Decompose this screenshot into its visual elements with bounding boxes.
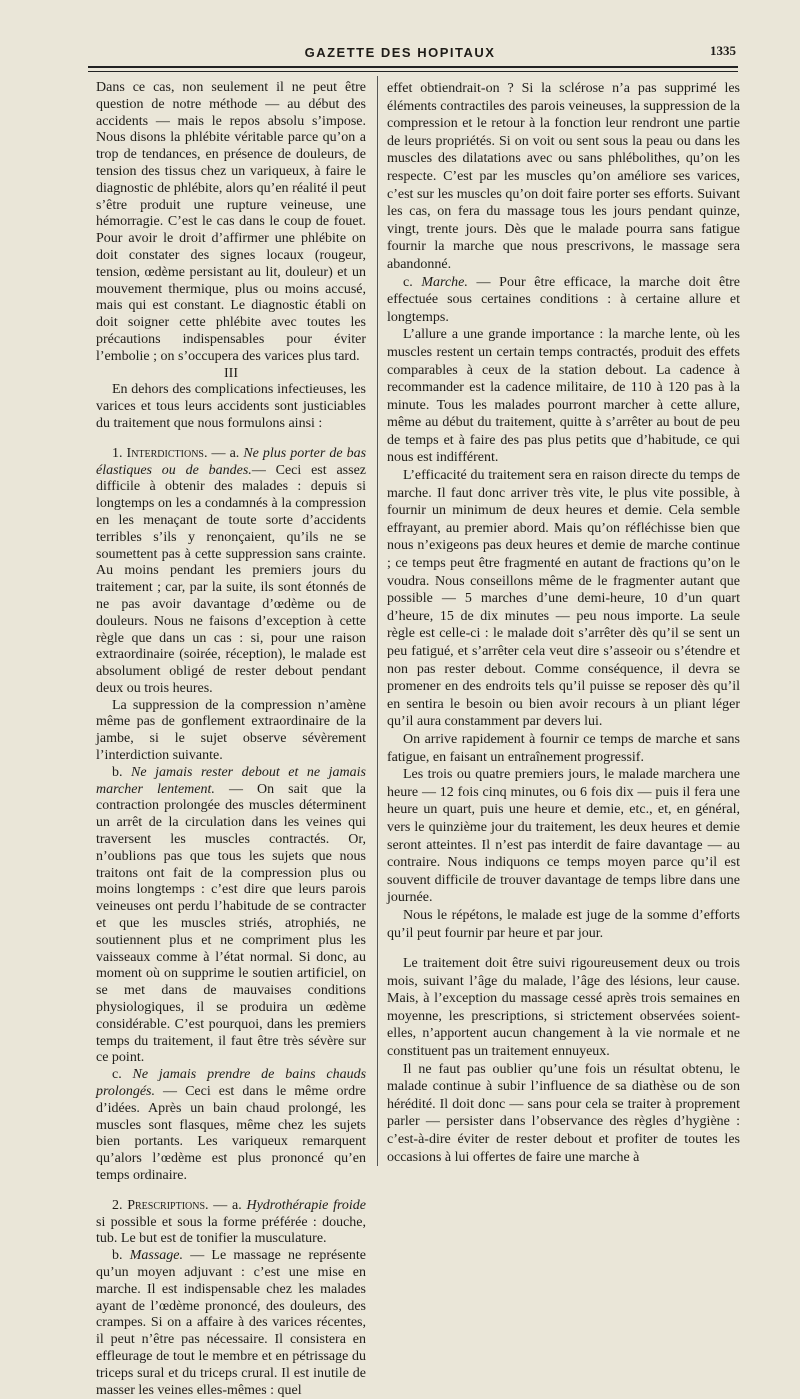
item-title: Hydrothérapie froide xyxy=(246,1197,367,1213)
paragraph: En dehors des complications infectieuses, les varices et tous leurs accidents sont justiciables du traitement que nous formulons ainsi : xyxy=(96,382,366,431)
paragraph: L’allure a une grande importance : la marche lente, où les muscles restent un certain temps contractés, produit des effets comparables à ceux de la station debout. La cadence à recommander est la cadence militaire, de 110 à 120 pas à la minute. Tous les malades pourront marcher à cette allure, même au début du traitement, quitte à s’arrêter au bout de peu de temps et à faire des pas plus petits que d’habitude, ce qui nous est indifférent. xyxy=(387,327,740,466)
paragraph: effet obtiendrait-on ? Si la sclérose n’a pas supprimé les éléments contractiles des parois veineuses, la suppression de la compression et le retour à la fonction leur rendront une partie de leurs propriétés. Si on voit ou sent sous la peau ou dans les muscles des dilatations avec ou sans phlébolithes, qu’on les respecte. C’est par les muscles qu’on améliore ses varices, c’est sur les muscles qu’on doit faire porter ses efforts. Suivant les cas, on fera du massage tous les jours pendant quinze, vingt, trente jours. Dès que le malade pourra sans fatigue fournir la marche que nous prescrivons, le massage sera abandonné. xyxy=(387,81,740,272)
paragraph: Dans ce cas, non seulement il ne peut être question de notre méthode — au début des accidents — mais le repos absolu s’impose. Nous disons la phlébite véritable parce qu’on a trop de tendances, en présence de douleurs, de tension des tissus chez un variqueux, à faire le diagnostic de phlébite, alors qu’en réalité il peut s’être produit une rupture veineuse, une hémorragie. C’est le cas dans le coup de fouet. Pour avoir le droit d’affirmer une phlébite on doit constater des signes locaux (rougeur, tension, œdème persistant au lit, douleur) et un mouvement thermique, plus ou moins accusé, mais qui est constant. Le diagnostic établi on doit soigner cette phlébite avec toutes les précautions indispensables pour éviter l’embolie ; on s’occupera des varices plus tard. xyxy=(96,80,366,364)
subsection-label: 1. Interdictions. xyxy=(112,445,208,461)
section-heading: III xyxy=(224,365,238,381)
paragraph-prescriptions xyxy=(96,1198,366,1248)
item-text: — Pour être efficace, la marche doit être effectuée sous certaines conditions : à certaine allure et longtemps. xyxy=(387,274,741,325)
item-title: Ne jamais rester debout et ne jamais marcher lentement. xyxy=(96,764,366,797)
item-marker: b. xyxy=(112,764,123,780)
paragraph: La suppression de la compression n’amène même pas de gonflement extraordinaire de la jambe, si le sujet observe sévèrement l’interdiction suivante. xyxy=(96,697,366,764)
header-rule-thin xyxy=(88,71,738,72)
paragraph: Le traitement doit être suivi rigoureusement deux ou trois mois, suivant l’âge du malade, l’âge des lésions, leur cause. Mais, à l’exception du massage cessé après trois semaines en moyenne, les prescriptions, si strictement observées soient-elles, n’apportent aucun changement à la vie normale et ne constituent pas un traitement ennuyeux. xyxy=(387,956,740,1060)
column-divider xyxy=(377,76,378,1166)
item-title: Marche. xyxy=(421,274,468,290)
header-rule-thick xyxy=(88,66,738,68)
left-column xyxy=(96,80,366,1399)
item-text: — Ceci est dans le même ordre d’idées. Après un bain chaud prolongé, les muscles sont flasques, même chez les sujets bien portants. Les variqueux remarquent qu’alors l’œdème est plus prononcé qu’en temps ordinaire. xyxy=(96,1084,367,1183)
paragraph-interdictions xyxy=(96,446,366,698)
right-column xyxy=(387,80,740,1166)
item-text: — Le massage ne représente qu’un moyen adjuvant : c’est une mise en marche. Il est indispensable chez les malades ayant de l’œdème prononcé, des douleurs, des crampes. Si on a affaire à des varices récentes, il peut n’être pas nécessaire. Il consistera en effleurage de tout le membre et en pétrissage du triceps sural et du triceps crural. Il est inutile de masser les veines elles-mêmes : quel xyxy=(96,1248,366,1398)
item-title: Ne plus porter de bas élastiques ou de bandes. xyxy=(96,445,367,478)
item-text: si possible et sous la forme préférée : douche, tub. Le but est de tonifier la musculature. xyxy=(96,1214,366,1247)
subsection-label: 2. Prescriptions. xyxy=(112,1197,209,1213)
item-marker: — a. xyxy=(211,445,240,461)
item-text: — Ceci est assez difficile à obtenir des malades : depuis si longtemps on les a condamnés à la compression en les menaçant de toute sorte d’accidents terribles s’ils y renonçaient, qu’ils ne se soumettent pas à cette suppression sans crainte. Au moins pendant les premiers jours du traitement ; car, par la suite, ils sont étonnés de ne pas avoir davantage d’œdème ou de douleurs. Nous ne faisons d’exception à cette règle que dans un cas : si, pour une raison extraordinaire (soirée, réception), le malade est absolument obligé de rester debout pendant deux ou trois heures. xyxy=(96,462,366,696)
page-number: 1335 xyxy=(710,43,736,58)
item-text: — On sait que la contraction prolongée des muscles déterminent un arrêt de la circulation dans les veines qui traversent les muscles contractés. Or, n’oublions pas que tous les sujets que nous traitons ont fait de la compression plus ou moins longtemps : c’est dire que leurs parois veineuses ont perdu l’habitude de se contracter et que les muscles striés, atrophiés, ne soutiennent plus et ne compriment plus les vaisseaux comme à l’état normal. Si donc, au moment où on supprime le soutien artificiel, on se met dans de mauvaises conditions physiologiques, il se produira un œdème considérable. C’est pourquoi, dans les premiers temps du traitement, il faut être très sévère sur ce point. xyxy=(96,781,366,1066)
paragraph: Les trois ou quatre premiers jours, le malade marchera une heure — 12 fois cinq minutes, ou 6 fois dix — puis il fera une heure un quart, puis une heure et demie, etc., et, en général, vers le quinzième jour du traitement, les deux heures et demie seront atteintes. Il n’est pas interdit de faire davantage — au contraire. Nous indiquons ce temps moyen parce qu’il est souvent difficile de trouver davantage de temps libre dans une journée. xyxy=(387,767,740,906)
paragraph-item-b xyxy=(96,1248,366,1399)
item-title: Ne jamais prendre de bains chauds prolongés. xyxy=(96,1067,367,1100)
item-marker: c. xyxy=(403,274,413,290)
item-title: Massage. xyxy=(129,1248,183,1264)
running-header: GAZETTE DES HOPITAUX xyxy=(304,45,496,60)
item-marker: — a. xyxy=(213,1197,242,1213)
item-marker: b. xyxy=(112,1248,123,1264)
paragraph-item-b xyxy=(96,765,366,1067)
paragraph-item-c xyxy=(96,1067,366,1185)
paragraph-item-c xyxy=(387,274,740,327)
item-marker: c. xyxy=(112,1067,122,1083)
paragraph: L’efficacité du traitement sera en raison directe du temps de marche. Il faut donc arriver très vite, le plus vite possible, à fournir un minimum de deux heures et demie. Cela semble effrayant, au premier abord. Mais qu’on réfléchisse bien que nous n’exigeons pas deux heures et demie de marche continue ; ce temps peut être fragmenté en autant de fractions qu’on le voudra. Nous conseillons même de le fragmenter autant que possible — 5 marches d’une demi-heure, 10 d’un quart d’heure, 15 de dix minutes — peu nous importe. La seule règle est celle-ci : le malade doit s’arrêter dès qu’il se sent un peu fatigué, et s’arrêter cela veut dire s’asseoir ou s’étendre et non pas rester debout. Comme conséquence, il devra se promener en des endroits tels qu’il puisse se reposer dès qu’il en sentira le besoin ou bien avoir recours à un pliant léger qu’il aura constamment par devers lui. xyxy=(387,468,740,730)
paragraph: On arrive rapidement à fournir ce temps de marche et sans fatigue, en faisant un entraînement progressif. xyxy=(387,731,740,765)
paragraph: Nous le répétons, le malade est juge de la somme d’efforts qu’il peut fournir par heure et par jour. xyxy=(387,907,740,941)
paragraph: Il ne faut pas oublier qu’une fois un résultat obtenu, le malade continue à subir l’influence de sa diathèse ou de son hérédité. Il doit donc — sans pour cela se traiter à proprement parler — persister dans l’observance des règles d’hygiène : c’est-à-dire éviter de rester debout et profiter de toutes les occasions à lui offertes de faire une marche à xyxy=(387,1061,740,1165)
